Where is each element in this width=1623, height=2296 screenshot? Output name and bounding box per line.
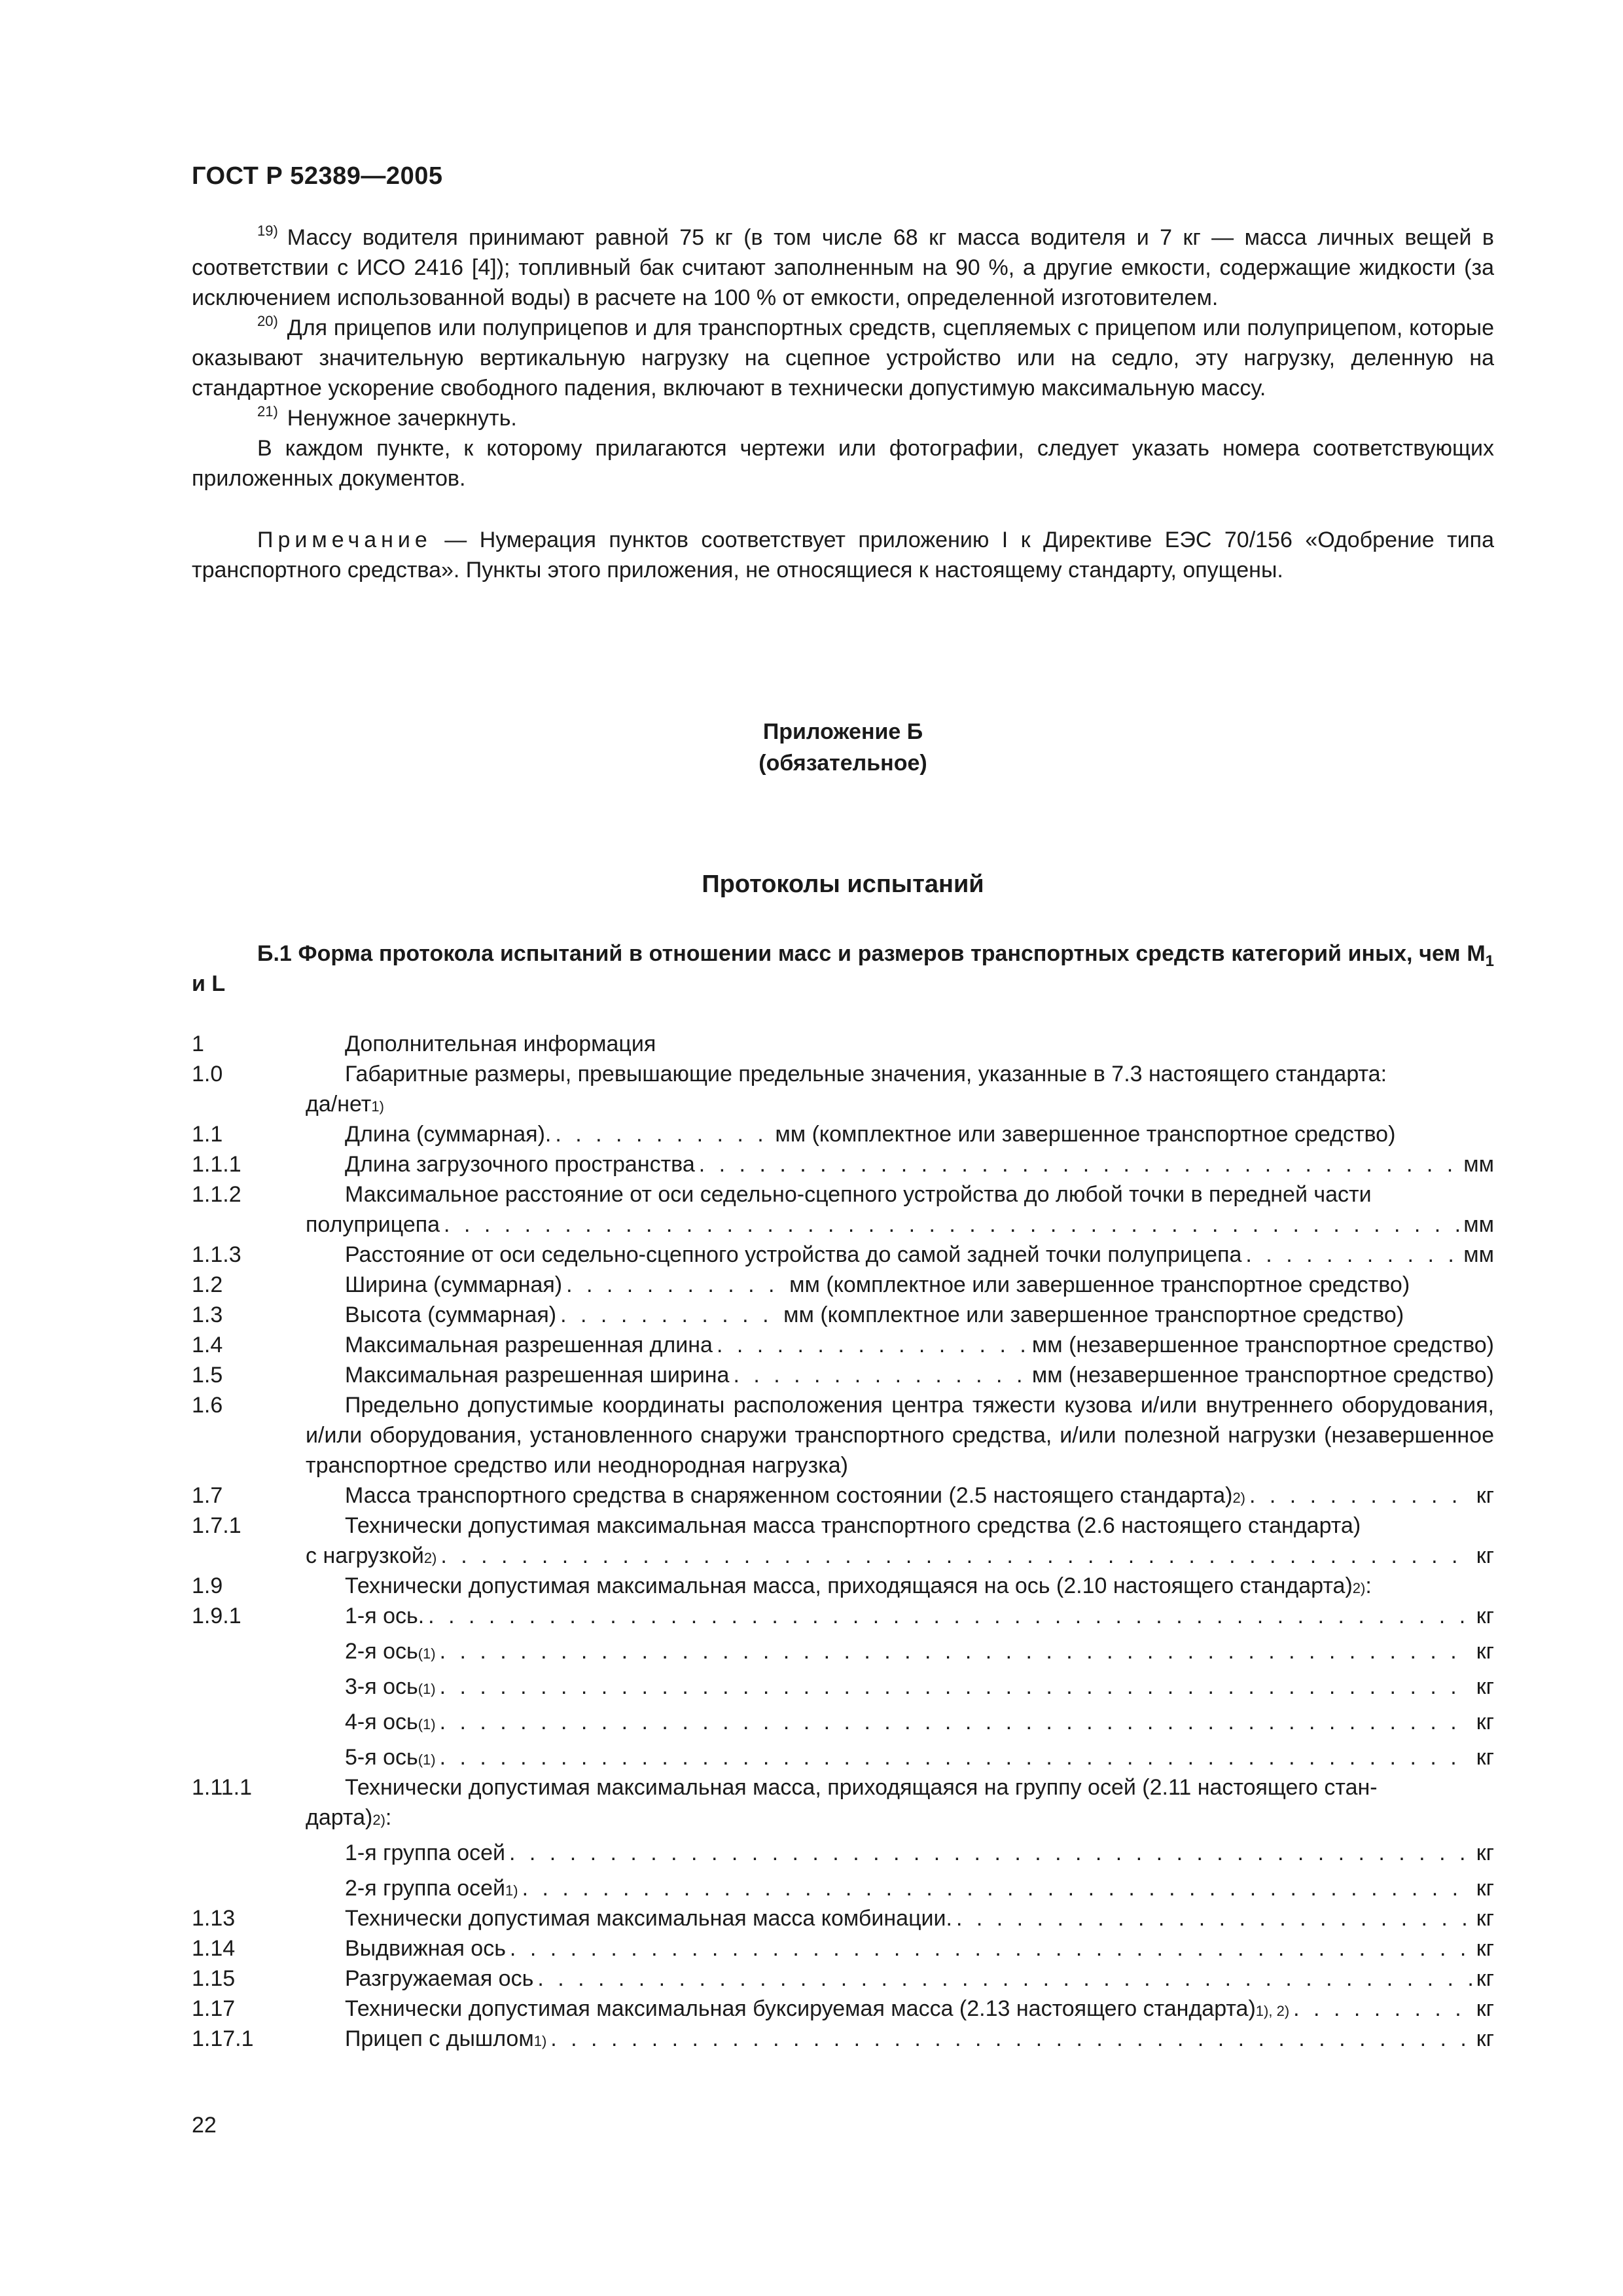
item-text: Выдвижная ось: [345, 1936, 506, 1961]
note-label: Примечание: [257, 528, 432, 552]
footnote-text: Массу водителя принимают равной 75 кг (в том числе 68 кг масса водителя и 7 кг — масса личных вещей в соответствии с ИСО 2416 [4]); топливный бак считают заполненным на 90 %, а другие емкости, содержащие жидкости (за исключением использованной воды) в расчете на 100 % от емкости, определенной изготовителем.: [192, 225, 1494, 310]
list-item: 1.9 Технически допустимая максимальная масса, приходящаяся на ось (2.10 настоящего стандарта) 2) :: [192, 1571, 1494, 1601]
dot-leader: [440, 1672, 1472, 1702]
item-number: 1.9: [192, 1573, 223, 1598]
item-text: 2-я группа осей: [345, 1876, 506, 1901]
item-number: 1.1: [192, 1122, 223, 1147]
footnote-mark: 21): [257, 403, 278, 420]
dot-leader: [522, 1873, 1472, 1903]
dot-leader: [699, 1149, 1459, 1179]
item-number: [192, 1742, 306, 1772]
dot-leader: [440, 1707, 1472, 1737]
item-number: 1.1.1: [192, 1152, 241, 1177]
note-text: — Нумерация пунктов соответствует приложению I к Директиве ЕЭС 70/156 «Одобрение типа транспортного средства». Пункты этого приложения, не относящиеся к настоящему стандарту, опущены.: [192, 528, 1494, 583]
item-text: Разгружаемая ось: [345, 1966, 534, 1991]
list-item: 1.1.1 Длина загрузочного пространства . . . мм: [192, 1149, 1494, 1179]
item-text: Длина загрузочного пространства: [345, 1152, 695, 1177]
document-page: [192, 0, 1494, 2296]
list-item: 1.3 Высота (суммарная) . . . мм (комплектное или завершенное транспортное средство): [192, 1300, 1494, 1330]
dot-leader: [440, 1636, 1472, 1666]
document-header: ГОСТ Р 52389—2005: [192, 162, 443, 190]
footnote-19: [192, 223, 1494, 313]
item-number: 1.1.3: [192, 1242, 241, 1267]
item-text: Расстояние от оси седельно-сцепного устройства до самой задней точки полуприцепа: [345, 1242, 1242, 1267]
footnotes: [192, 223, 1494, 493]
list-item: 1.15 Разгружаемая ось . . . кг: [192, 1964, 1494, 1994]
item-number: [192, 1707, 306, 1737]
item-number: 1.13: [192, 1906, 236, 1931]
list-item: 3-я ось (1) . . . кг: [192, 1666, 1494, 1702]
dot-leader: [733, 1360, 1027, 1390]
list-item: 1-я группа осей . . . кг: [192, 1833, 1494, 1868]
section-title: Протоколы испытаний: [702, 870, 984, 898]
appendix-title: Приложение Б: [762, 719, 923, 744]
list-item: [192, 1390, 1494, 1480]
list-item: [192, 1029, 1494, 1059]
item-text: Прицеп с дышлом: [345, 2026, 534, 2051]
dot-leader: [555, 1119, 771, 1149]
list-item: 1.2 Ширина (суммарная) . . . мм (комплектное или завершенное транспортное средство): [192, 1270, 1494, 1300]
list-item: 1.13 Технически допустимая максимальная масса комбинации. . . . кг: [192, 1903, 1494, 1933]
item-number: 1.3: [192, 1302, 223, 1327]
item-text: 4-я ось: [345, 1710, 418, 1734]
item-text: Длина (суммарная).: [345, 1122, 552, 1147]
item-number: 1: [192, 1031, 204, 1056]
item-text: Предельно допустимые координаты расположения центра тяжести кузова и/или внутреннего оборудования, и/или оборудования, установленного снаружи транспортного средства, и/или полезной нагрузки (незавершенное транспортное средство или неоднородная нагрузка): [306, 1393, 1494, 1478]
list-item: 1.4 Максимальная разрешенная длина . . . мм (незавершенное транспортное средство): [192, 1330, 1494, 1360]
item-number: 1.17.1: [192, 2026, 254, 2051]
list-item: 2-я ось (1) . . . кг: [192, 1631, 1494, 1666]
item-number: 1.6: [192, 1393, 223, 1418]
dot-leader: [510, 1933, 1472, 1964]
list-item: 1.1.2 Максимальное расстояние от оси седельно-сцепного устройства до любой точки в передней части полуприцепа . . . мм: [192, 1179, 1494, 1240]
item-text: Технически допустимая максимальная буксируемая масса (2.13 настоящего стандарта): [345, 1996, 1256, 2021]
item-text: 5-я ось: [345, 1745, 418, 1770]
item-number: 1.14: [192, 1936, 236, 1961]
dot-leader: [444, 1210, 1459, 1240]
dot-leader: [509, 1838, 1472, 1868]
dot-leader: [537, 1964, 1472, 1994]
item-text: 1-я группа осей: [345, 1840, 506, 1865]
item-text: Максимальное расстояние от оси седельно-сцепного устройства до любой точки в передней части: [345, 1182, 1372, 1207]
item-text: Технически допустимая максимальная масса комбинации.: [345, 1906, 952, 1931]
item-number: [192, 1636, 306, 1666]
dot-leader: [1293, 1994, 1472, 2024]
list-item: 1.11.1 Технически допустимая максимальная масса, приходящаяся на группу осей (2.11 настоящего стан- дарта) 2) :: [192, 1772, 1494, 1833]
footnote-21: [192, 403, 1494, 433]
protocol-items: [192, 1029, 1494, 2054]
dot-leader: [428, 1601, 1472, 1631]
item-text: Технически допустимая максимальная масса транспортного средства (2.6 настоящего стандарта): [345, 1513, 1361, 1538]
attachment-paragraph: В каждом пункте, к которому прилагаются чертежи или фотографии, следует указать номера соответствующих приложенных документов.: [192, 436, 1494, 491]
item-number: 1.7.1: [192, 1513, 241, 1538]
appendix-heading: [192, 716, 1494, 779]
item-number: 1.1.2: [192, 1182, 241, 1207]
footnote-20: [192, 313, 1494, 403]
item-text: Максимальная разрешенная ширина: [345, 1363, 730, 1388]
list-item: 5-я ось (1) . . . кг: [192, 1737, 1494, 1772]
list-item: 1.1.3 Расстояние от оси седельно-сцепного устройства до самой задней точки полуприцепа . . . мм: [192, 1240, 1494, 1270]
item-text: Технически допустимая максимальная масса, приходящаяся на группу осей (2.11 настоящего стан-: [345, 1775, 1378, 1800]
item-number: 1.11.1: [192, 1775, 253, 1800]
item-number: 1.9.1: [192, 1604, 241, 1628]
item-text: Высота (суммарная): [345, 1302, 557, 1327]
dot-leader: [717, 1330, 1028, 1360]
item-number: 1.7: [192, 1483, 223, 1508]
dot-leader: [566, 1270, 785, 1300]
subsection-title: Б.1 Форма протокола испытаний в отношении масс и размеров транспортных средств категорий иных, чем $M_1$ и L: [192, 941, 1494, 996]
item-number: [192, 1672, 306, 1702]
item-text: 2-я ось: [345, 1639, 418, 1664]
dot-leader: [956, 1903, 1472, 1933]
item-number: 1.0: [192, 1062, 223, 1086]
list-item: 2-я группа осей 1) . . . кг: [192, 1868, 1494, 1903]
list-item: 1.14 Выдвижная ось . . . кг: [192, 1933, 1494, 1964]
list-item: 1.7 Масса транспортного средства в снаряженном состоянии (2.5 настоящего стандарта) 2) . . . кг: [192, 1480, 1494, 1511]
list-item: 1.9.1 1-я ось. . . . кг: [192, 1601, 1494, 1631]
page-number: 22: [192, 2113, 217, 2138]
list-item: 1.17 Технически допустимая максимальная буксируемая масса (2.13 настоящего стандарта) 1), 2) . . . кг: [192, 1994, 1494, 2024]
item-number: [192, 1838, 306, 1868]
list-item: 1.17.1 Прицеп с дышлом 1) . . . кг: [192, 2024, 1494, 2054]
item-number: [192, 1873, 306, 1903]
list-item: 4-я ось (1) . . . кг: [192, 1702, 1494, 1737]
item-text: 1-я ось.: [345, 1604, 425, 1628]
dot-leader: [440, 1742, 1472, 1772]
footnote-mark: 19): [257, 223, 278, 239]
list-item: 1.5 Максимальная разрешенная ширина . . . мм (незавершенное транспортное средство): [192, 1360, 1494, 1390]
item-text: Ширина (суммарная): [345, 1272, 563, 1297]
item-text: Технически допустимая максимальная масса, приходящаяся на ось (2.10 настоящего стандарта): [345, 1573, 1353, 1598]
item-number: 1.5: [192, 1363, 223, 1388]
list-item: 1.7.1 Технически допустимая максимальная масса транспортного средства (2.6 настоящего стандарта) с нагрузкой 2) . . . кг: [192, 1511, 1494, 1571]
footnote-text: Для прицепов или полуприцепов и для транспортных средств, сцепляемых с прицепом или полуприцепом, которые оказывают значительную вертикальную нагрузку на сцепное устройство или на седло, эту нагрузку, деленную на стандартное ускорение свободного падения, включают в технически допустимую максимальную массу.: [192, 315, 1494, 401]
item-text: Дополнительная информация: [345, 1031, 656, 1056]
subscript: 1: [1485, 952, 1494, 970]
dot-leader: [560, 1300, 779, 1330]
item-number: 1.2: [192, 1272, 223, 1297]
item-number: 1.15: [192, 1966, 236, 1991]
footnote-text: Ненужное зачеркнуть.: [287, 406, 517, 431]
appendix-status: (обязательное): [758, 751, 927, 776]
list-item: 1.1 Длина (суммарная). . . . мм (комплектное или завершенное транспортное средство): [192, 1119, 1494, 1149]
dot-leader: [550, 2024, 1472, 2054]
item-text: Масса транспортного средства в снаряженном состоянии (2.5 настоящего стандарта): [345, 1483, 1233, 1508]
note: [192, 525, 1494, 585]
item-text: Максимальная разрешенная длина: [345, 1333, 713, 1357]
dot-leader: [1249, 1480, 1472, 1511]
item-number: 1.17: [192, 1996, 236, 2021]
list-item: 1.0 Габаритные размеры, превышающие предельные значения, указанные в 7.3 настоящего стандарта: да/нет 1): [192, 1059, 1494, 1119]
item-number: 1.4: [192, 1333, 223, 1357]
item-text: Габаритные размеры, превышающие предельные значения, указанные в 7.3 настоящего стандарта:: [345, 1062, 1387, 1086]
dot-leader: [1245, 1240, 1459, 1270]
footnote-mark: 20): [257, 313, 278, 329]
item-text: 3-я ось: [345, 1674, 418, 1699]
dot-leader: [440, 1541, 1472, 1571]
